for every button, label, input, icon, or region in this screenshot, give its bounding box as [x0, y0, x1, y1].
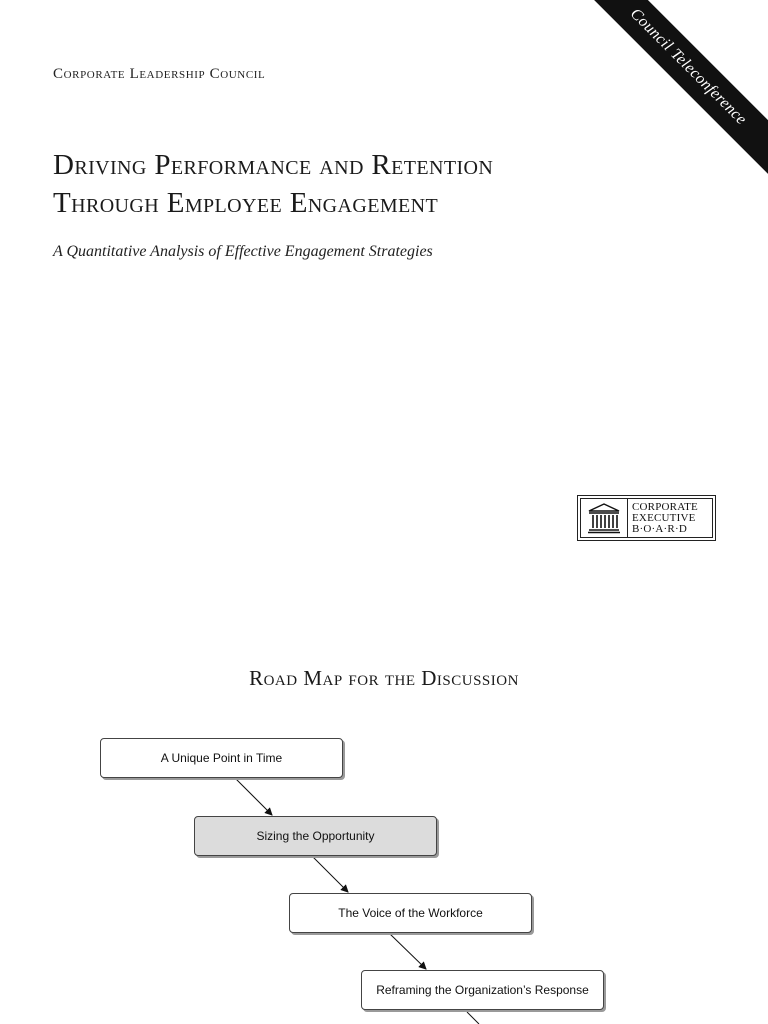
connector-arrow-2 — [313, 857, 348, 892]
document-subtitle: A Quantitative Analysis of Effective Engagement Strategies — [53, 243, 433, 260]
logo-line-2: EXECUTIVE — [632, 511, 696, 524]
roadmap-title: Road Map for the Discussion — [249, 666, 519, 690]
title-line-2: Through Employee Engagement — [53, 187, 439, 219]
roadmap-step-4: Reframing the Organization’s Response — [361, 970, 604, 1010]
connector-arrow-4 — [467, 1012, 479, 1024]
roadmap-step-1: A Unique Point in Time — [100, 738, 343, 778]
corner-banner-label: Council Teleconference — [626, 5, 750, 129]
roadmap-step-2-active: Sizing the Opportunity — [194, 816, 437, 856]
roadmap-step-3: The Voice of the Workforce — [289, 893, 532, 933]
logo-line-1: CORPORATE — [632, 500, 698, 513]
organization-name: Corporate Leadership Council — [53, 66, 266, 82]
logo-line-3: B·O·A·R·D — [632, 522, 687, 535]
connector-arrow-3 — [390, 934, 426, 969]
title-line-1: Driving Performance and Retention — [53, 149, 494, 181]
connector-arrow-1 — [236, 779, 272, 815]
